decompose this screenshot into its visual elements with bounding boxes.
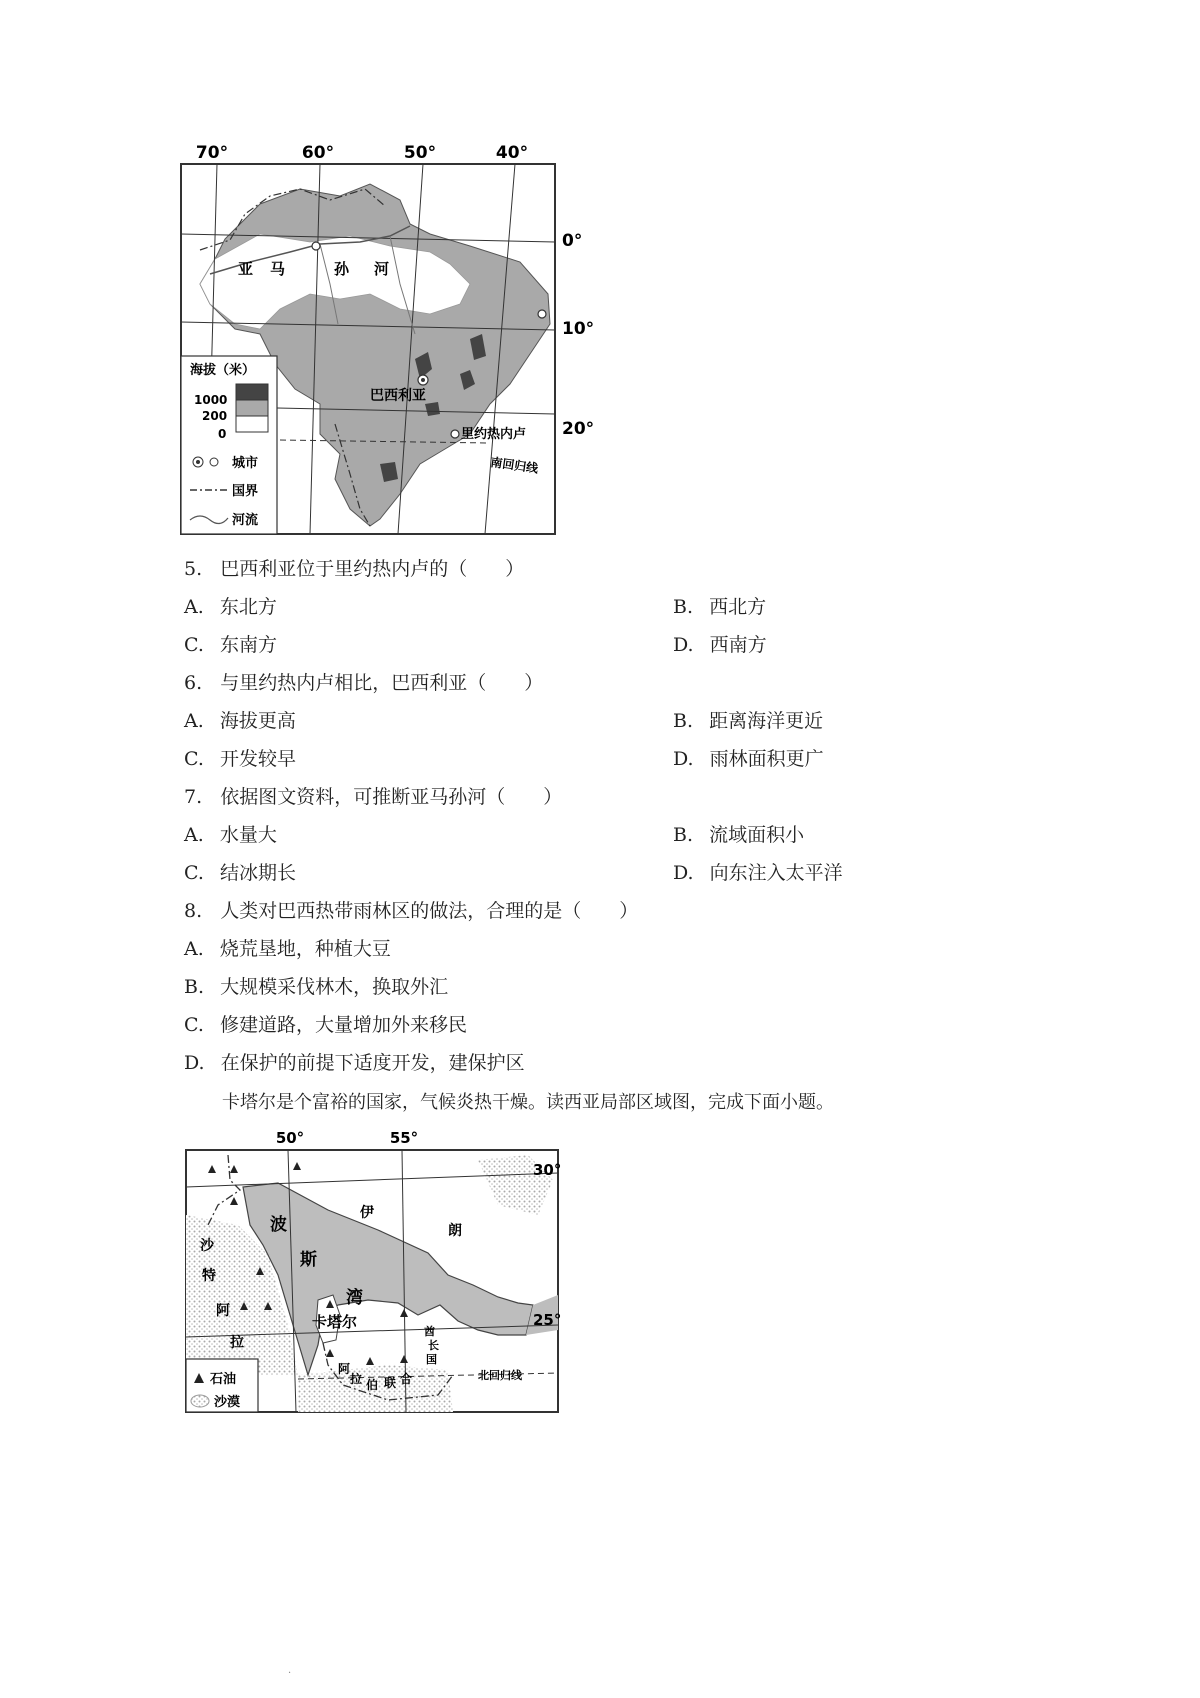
lon-label: 50° bbox=[275, 1129, 305, 1147]
oman-label: 长 bbox=[428, 1339, 439, 1352]
question-stem: 人类对巴西热带雨林区的做法，合理的是（ ） bbox=[220, 900, 639, 922]
oman-label: 酋 bbox=[424, 1325, 435, 1338]
question-6 bbox=[184, 670, 543, 696]
lon-label: 60° bbox=[301, 143, 335, 163]
uae-label: 联 bbox=[384, 1376, 397, 1390]
city-label-rio: 里约热内卢 bbox=[461, 427, 527, 442]
legend-level: 200 bbox=[202, 409, 228, 423]
lon-label: 50° bbox=[403, 143, 437, 163]
question-number: 8. bbox=[184, 900, 203, 922]
river-label: 河 bbox=[374, 260, 390, 278]
saudi-label: 特 bbox=[202, 1268, 216, 1284]
question-5 bbox=[184, 556, 524, 582]
qatar-label: 卡塔尔 bbox=[312, 1313, 358, 1331]
legend-title: 海拔（米） bbox=[190, 363, 256, 378]
legend-river: 河流 bbox=[232, 513, 259, 528]
question-stem: 巴西利亚位于里约热内卢的（ ） bbox=[220, 558, 525, 580]
gulf-label: 斯 bbox=[300, 1250, 317, 1270]
page-footer-dot: · bbox=[288, 1668, 292, 1679]
question-8 bbox=[184, 898, 638, 924]
option-b[interactable]: B. 西北方 bbox=[673, 596, 767, 618]
iran-label: 伊 bbox=[360, 1205, 374, 1221]
uae-label: 合 bbox=[400, 1372, 413, 1386]
option-c[interactable]: C. 开发较早 bbox=[184, 748, 296, 770]
lon-label: 40° bbox=[495, 143, 529, 163]
option-c[interactable]: C. 东南方 bbox=[184, 634, 277, 656]
option-d[interactable]: D. 向东注入太平洋 bbox=[673, 862, 843, 884]
intro-text: 卡塔尔是个富裕的国家，气候炎热干燥。读西亚局部区域图，完成下面小题。 bbox=[222, 1092, 834, 1113]
option-a[interactable]: A. 海拔更高 bbox=[184, 710, 296, 732]
option-d[interactable]: D. 在保护的前提下适度开发，建保护区 bbox=[184, 1052, 525, 1074]
saudi-label: 拉 bbox=[230, 1335, 244, 1351]
option-c[interactable]: C. 修建道路，大量增加外来移民 bbox=[184, 1014, 467, 1036]
saudi-label: 阿 bbox=[216, 1303, 230, 1319]
lat-label: 0° bbox=[562, 231, 583, 251]
iran-label: 朗 bbox=[448, 1223, 462, 1239]
question-number: 5. bbox=[184, 558, 203, 580]
question-number: 7. bbox=[184, 786, 203, 808]
saudi-label: 沙 bbox=[200, 1238, 214, 1254]
lat-label: 10° bbox=[562, 319, 595, 339]
oman-label: 国 bbox=[426, 1353, 437, 1366]
option-b[interactable]: B. 距离海洋更近 bbox=[673, 710, 824, 732]
option-a[interactable]: A. 东北方 bbox=[184, 596, 277, 618]
brazil-map bbox=[170, 134, 610, 544]
uae-label: 拉 bbox=[350, 1372, 363, 1386]
city-label-brasilia: 巴西利亚 bbox=[370, 388, 426, 404]
legend-border: 国界 bbox=[232, 484, 259, 499]
gulf-label: 波 bbox=[270, 1215, 287, 1235]
legend-level: 0 bbox=[218, 427, 227, 441]
lat-label: 25° bbox=[533, 1311, 562, 1329]
option-a[interactable]: A. 水量大 bbox=[184, 824, 277, 846]
river-label: 马 bbox=[270, 260, 286, 278]
question-stem: 与里约热内卢相比，巴西利亚（ ） bbox=[220, 672, 544, 694]
tropic-label: 北回归线 bbox=[478, 1369, 522, 1382]
option-c[interactable]: C. 结冰期长 bbox=[184, 862, 296, 884]
option-b[interactable]: B. 流域面积小 bbox=[673, 824, 805, 846]
option-d[interactable]: D. 西南方 bbox=[673, 634, 767, 656]
question-7 bbox=[184, 784, 562, 810]
question-stem: 依据图文资料，可推断亚马孙河（ ） bbox=[220, 786, 563, 808]
river-label: 孙 bbox=[334, 260, 350, 278]
legend-oil: 石油 bbox=[210, 1372, 237, 1387]
gulf-label: 湾 bbox=[346, 1288, 363, 1308]
option-b[interactable]: B. 大规模采伐林木，换取外汇 bbox=[184, 976, 449, 998]
legend-level: 1000 bbox=[194, 393, 228, 407]
tropic-label: 南回归线 bbox=[489, 455, 540, 476]
legend-city: 城市 bbox=[232, 456, 259, 471]
lon-label: 70° bbox=[195, 143, 229, 163]
uae-label: 伯 bbox=[366, 1378, 379, 1392]
desert-icon bbox=[191, 1395, 209, 1407]
lat-label: 30° bbox=[533, 1161, 562, 1179]
lon-label: 55° bbox=[389, 1129, 419, 1147]
lat-label: 20° bbox=[562, 419, 595, 439]
option-d[interactable]: D. 雨林面积更广 bbox=[673, 748, 824, 770]
uae-label: 阿 bbox=[338, 1362, 351, 1376]
legend-desert: 沙漠 bbox=[214, 1395, 241, 1410]
option-a[interactable]: A. 烧荒垦地，种植大豆 bbox=[184, 938, 391, 960]
question-number: 6. bbox=[184, 672, 203, 694]
river-label: 亚 bbox=[238, 260, 254, 278]
west-asia-map bbox=[178, 1125, 618, 1420]
